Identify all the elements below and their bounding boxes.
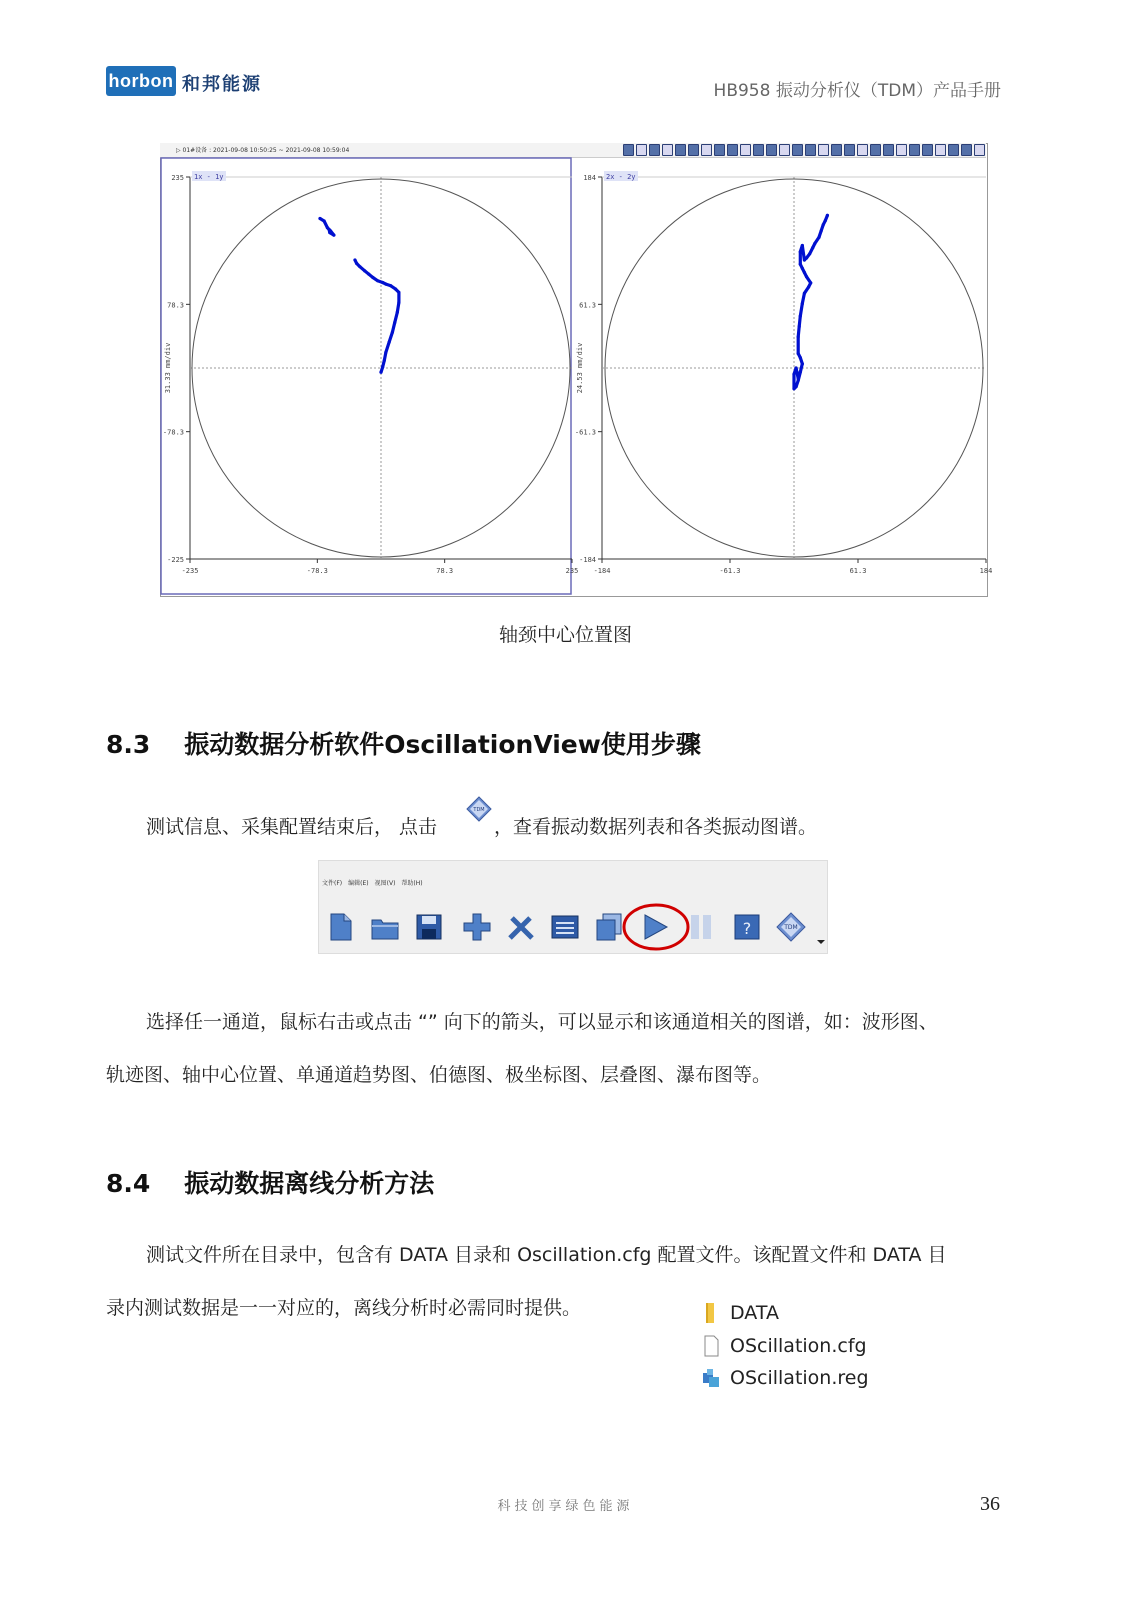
tdm-icon-label: TDM xyxy=(473,807,485,813)
y-tick-label: 184 xyxy=(583,174,596,182)
orbit-point xyxy=(801,244,804,247)
orbit-point xyxy=(801,302,804,305)
x-tick-label: 184 xyxy=(979,567,993,575)
file-name: DATA xyxy=(730,1302,779,1324)
chevron-down-icon[interactable] xyxy=(816,938,826,946)
open-folder-icon[interactable] xyxy=(370,912,400,942)
toolbar-icon[interactable] xyxy=(896,144,907,156)
y-tick-label: -225 xyxy=(167,556,184,564)
orbit-point xyxy=(381,281,384,284)
orbit-point xyxy=(397,301,400,304)
section-title: 振动数据分析软件OscillationView使用步骤 xyxy=(184,730,701,759)
orbit-point xyxy=(332,234,335,237)
selected-plot-border xyxy=(161,158,571,594)
orbit-point xyxy=(799,263,802,266)
orbit-point xyxy=(805,275,808,278)
orbit-point xyxy=(797,352,800,355)
orbit-point xyxy=(820,229,823,232)
toolbar-icon[interactable] xyxy=(857,144,868,156)
registry-file-icon xyxy=(702,1367,720,1389)
toolbar-icon[interactable] xyxy=(714,144,725,156)
toolbar-icon[interactable] xyxy=(623,144,634,156)
file-item-reg[interactable] xyxy=(702,1367,869,1389)
orbit-point xyxy=(801,362,804,365)
orbit-point xyxy=(379,371,382,374)
file-icon xyxy=(702,1335,720,1357)
figure-caption: 轴颈中心位置图 xyxy=(498,624,632,646)
save-icon[interactable] xyxy=(414,912,444,942)
orbit-trace xyxy=(794,215,827,388)
svg-text:?: ? xyxy=(742,919,752,938)
highlight-circle xyxy=(622,902,690,952)
orbit-point xyxy=(381,366,384,369)
x-tick-label: -235 xyxy=(181,567,199,575)
orbit-point xyxy=(824,219,827,222)
toolbar-icon[interactable] xyxy=(974,144,985,156)
orbit-point xyxy=(817,236,820,239)
orbit-point xyxy=(797,335,800,338)
list-icon[interactable] xyxy=(550,912,580,942)
toolbar-icon[interactable] xyxy=(792,144,803,156)
menu-file[interactable]: 文件(F) xyxy=(322,880,343,887)
orbit-point xyxy=(794,366,797,369)
chart-device-info: ▷ 01#设备 : 2021-09-08 10:50:25 ~ 2021-09-08 10:59:04 xyxy=(176,147,350,154)
orbit-point xyxy=(792,387,795,390)
orbit-point xyxy=(803,258,806,261)
orbit-point xyxy=(328,231,331,234)
orbit-point xyxy=(384,283,387,286)
toolbar-icon[interactable] xyxy=(831,144,842,156)
file-name: OScillation.cfg xyxy=(730,1335,867,1357)
orbit-plots xyxy=(160,157,993,595)
pause-icon[interactable] xyxy=(686,912,716,942)
toolbar-icon[interactable] xyxy=(701,144,712,156)
orbit-point xyxy=(355,262,358,265)
orbit-point xyxy=(792,373,795,376)
file-item-cfg[interactable] xyxy=(702,1335,867,1357)
legend-label: 2x - 2y xyxy=(606,173,636,181)
help-icon[interactable] xyxy=(732,912,762,942)
toolbar-icon[interactable] xyxy=(753,144,764,156)
menu-view[interactable]: 视图(V) xyxy=(374,880,396,887)
toolbar-icon[interactable] xyxy=(883,144,894,156)
orbit-point xyxy=(799,250,802,253)
orbit-point xyxy=(394,288,397,291)
toolbar-icon[interactable] xyxy=(922,144,933,156)
file-name: OScillation.reg xyxy=(730,1367,869,1389)
section-number: 8.3 xyxy=(106,730,151,759)
y-tick-label: 235 xyxy=(171,174,184,182)
x-tick-label: 235 xyxy=(565,567,579,575)
orbit-point xyxy=(397,291,400,294)
paragraph-8-4-line-1: 测试文件所在目录中，包含有 DATA 目录和 Oscillation.cfg 配置文件。该配置文件和 DATA 目 xyxy=(146,1244,947,1266)
y-tick-label: -184 xyxy=(579,556,596,564)
orbit-point xyxy=(323,219,326,222)
orbit-point xyxy=(811,246,814,249)
section-heading-8-3 xyxy=(106,725,701,761)
orbit-point xyxy=(808,252,811,255)
orbit-point xyxy=(376,279,379,282)
plus-icon[interactable] xyxy=(462,912,492,942)
section-title: 振动数据离线分析方法 xyxy=(184,1169,435,1198)
toolbar-icon[interactable] xyxy=(727,144,738,156)
toolbar-icon[interactable] xyxy=(844,144,855,156)
orbit-point xyxy=(318,217,321,220)
orbit-point xyxy=(807,285,810,288)
orbit-point xyxy=(389,284,392,287)
cross-tools-icon[interactable] xyxy=(506,912,536,942)
x-tick-label: 78.3 xyxy=(436,567,454,575)
orbit-point xyxy=(799,314,802,317)
orbit-point xyxy=(826,214,829,217)
orbit-point xyxy=(383,359,386,362)
chart-toolbar-icons xyxy=(623,144,985,156)
orbit-point xyxy=(813,242,816,245)
tdm-icon xyxy=(466,796,492,822)
orbit-point xyxy=(393,321,396,324)
toolbar-icon[interactable] xyxy=(948,144,959,156)
toolbar-icon[interactable] xyxy=(961,144,972,156)
y-tick-label: 61.3 xyxy=(579,301,596,310)
page-number: 36 xyxy=(980,1493,1000,1515)
orbit-point xyxy=(801,267,804,270)
toolbar-icon[interactable] xyxy=(649,144,660,156)
orbit-point xyxy=(809,281,812,284)
paragraph-8-3-a: 测试信息、采集配置结束后， 点击 xyxy=(146,816,438,838)
paragraph-select-line-2: 轨迹图、轴中心位置、单通道趋势图、伯德图、极坐标图、层叠图、瀑布图等。 xyxy=(106,1064,772,1086)
menu-help[interactable]: 帮助(H) xyxy=(401,880,423,887)
orbit-point xyxy=(388,341,391,344)
logo-text: horbon xyxy=(108,70,174,91)
toolbar-icon[interactable] xyxy=(935,144,946,156)
y-axis-label: 31.33 mm/div xyxy=(164,342,172,394)
paragraph-select-line-1: 选择任一通道，鼠标右击或点击 “” 向下的箭头，可以显示和该通道相关的图谱，如：波形图、 xyxy=(146,1011,938,1033)
toolbar-icon[interactable] xyxy=(818,144,829,156)
toolbar-icon[interactable] xyxy=(688,144,699,156)
orbit-point xyxy=(384,351,387,354)
orbit-point xyxy=(798,325,801,328)
toolbar-icon[interactable] xyxy=(675,144,686,156)
copy-icon[interactable] xyxy=(594,912,624,942)
orbit-point xyxy=(797,377,800,380)
orbit-plot-1 xyxy=(161,158,578,594)
section-heading-8-4 xyxy=(106,1164,434,1200)
orbit-point xyxy=(358,265,361,268)
toolbar-icon[interactable] xyxy=(766,144,777,156)
y-axis-label: 24.53 mm/div xyxy=(576,342,584,394)
orbit-trace xyxy=(355,260,399,372)
orbit-point xyxy=(803,271,806,274)
x-tick-label: -184 xyxy=(593,567,611,575)
company-logo xyxy=(106,66,176,96)
software-menu-bar xyxy=(322,878,423,887)
new-file-icon[interactable] xyxy=(326,912,356,942)
legend-label: 1x - 1y xyxy=(194,173,224,181)
orbit-point xyxy=(799,371,802,374)
document-title: HB958 振动分析仪（TDM）产品手册 xyxy=(713,81,1001,101)
orbit-point xyxy=(327,228,330,231)
toolbar-icon[interactable] xyxy=(909,144,920,156)
orbit-point xyxy=(391,331,394,334)
y-tick-label: -61.3 xyxy=(574,428,596,437)
toolbar-icon[interactable] xyxy=(779,144,790,156)
orbit-point xyxy=(822,223,825,226)
orbit-point xyxy=(367,273,370,276)
x-tick-label: -61.3 xyxy=(719,567,741,575)
toolbar-icon[interactable] xyxy=(636,144,647,156)
orbit-point xyxy=(396,311,399,314)
orbit-point xyxy=(363,269,366,272)
y-tick-label: -78.3 xyxy=(162,428,184,437)
x-tick-label: 61.3 xyxy=(849,567,867,575)
orbit-point xyxy=(803,292,806,295)
paragraph-8-4-line-2: 录内测试数据是一一对应的，离线分析时必需同时提供。 xyxy=(106,1297,582,1319)
toolbar-icon[interactable] xyxy=(740,144,751,156)
tdm-button-icon[interactable] xyxy=(776,912,806,942)
file-item-data[interactable] xyxy=(702,1302,779,1324)
orbit-point xyxy=(353,258,356,261)
orbit-plot-2 xyxy=(575,171,992,575)
x-tick-label: -78.3 xyxy=(306,567,328,575)
folder-icon xyxy=(702,1302,720,1324)
logo-chinese-name: 和邦能源 xyxy=(182,74,262,95)
toolbar-icon[interactable] xyxy=(805,144,816,156)
toolbar-icon[interactable] xyxy=(870,144,881,156)
paragraph-8-3-b: ，查看振动数据列表和各类振动图谱。 xyxy=(494,816,818,838)
orbit-point xyxy=(371,276,374,279)
toolbar-icon[interactable] xyxy=(662,144,673,156)
menu-edit[interactable]: 编辑(E) xyxy=(348,880,369,887)
y-tick-label: 78.3 xyxy=(167,301,184,310)
section-number: 8.4 xyxy=(106,1169,151,1198)
orbit-point xyxy=(799,356,802,359)
tdm-button-label: TDM xyxy=(784,924,798,931)
footer-slogan: 科技创享绿色能源 xyxy=(497,1499,634,1514)
